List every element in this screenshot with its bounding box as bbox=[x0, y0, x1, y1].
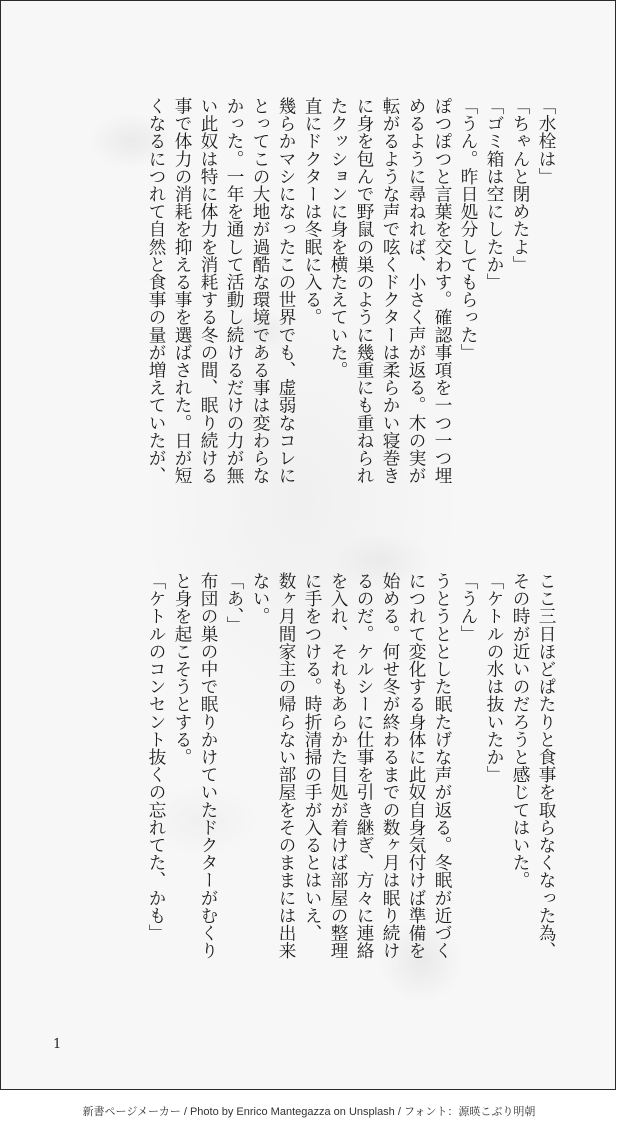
text-line: 布団の巣の中で眠りかけていたドクターがむくり bbox=[198, 572, 218, 960]
text-line: と身を起こそうとする。 bbox=[172, 572, 192, 766]
text-line: たクッションに身を横たえていた。 bbox=[328, 97, 348, 379]
text-line: 「うん」 bbox=[458, 572, 478, 643]
text-line: に手をつける。時折清掃の手が入るとはいえ、 bbox=[302, 572, 322, 942]
text-line: かった。一年を通して活動し続けるだけの力が無 bbox=[224, 97, 244, 485]
text-line: るのだ。ケルシーに仕事を引き継ぎ、方々に連絡 bbox=[354, 572, 374, 960]
credit-line: 新書ページメーカー / Photo by Enrico Mantegazza on Unsplash / フォント：源暎こぶり明朝 bbox=[82, 1106, 536, 1118]
text-line: くなるにつれて自然と食事の量が増えていたが、 bbox=[146, 97, 166, 485]
text-line: 「ゴミ箱は空にしたか」 bbox=[484, 97, 504, 291]
text-line: とってこの大地が過酷な環境である事は変わらな bbox=[250, 97, 270, 485]
text-line: 転がるような声で呟くドクターは柔らかい寝巻き bbox=[380, 97, 400, 485]
text-line: につれて変化する身体に此奴自身気付けば準備を bbox=[406, 572, 426, 960]
text-line: 「ちゃんと閉めたよ」 bbox=[510, 97, 530, 273]
text-line: 直にドクターは冬眠に入る。 bbox=[302, 97, 322, 326]
text-line: ぽつぽつと言葉を交わす。確認事項を一つ一つ埋 bbox=[432, 97, 452, 485]
text-line: い此奴は特に体力を消耗する冬の間、眠り続ける bbox=[198, 97, 218, 485]
text-line: ここ三日ほどぱたりと食事を取らなくなった為、 bbox=[536, 572, 556, 960]
page-number: 1 bbox=[53, 1037, 62, 1052]
text-line: うとうととした眠たげな声が返る。冬眠が近づく bbox=[432, 572, 452, 960]
text-line: 「あ、」 bbox=[224, 572, 244, 634]
text-line: 「ケトルの水は抜いたか」 bbox=[484, 572, 504, 784]
text-line: 「ケトルのコンセント抜くの忘れてた、かも」 bbox=[146, 572, 166, 942]
text-line: 「うん。昨日処分してもらった」 bbox=[458, 97, 478, 361]
text-line: に身を包んで野鼠の巣のように幾重にも重ねられ bbox=[354, 97, 374, 485]
text-line: ない。 bbox=[250, 572, 270, 625]
text-line: めるように尋ねれば、小さく声が返る。木の実が bbox=[406, 97, 426, 485]
text-line: 数ヶ月間家主の帰らない部屋をそのままには出来 bbox=[276, 572, 296, 960]
text-line: 始める。何せ冬が終わるまでの数ヶ月は眠り続け bbox=[380, 572, 400, 960]
text-line: 幾らかマシになったこの世界でも、虚弱なコレに bbox=[276, 97, 296, 485]
text-line: その時が近いのだろうと感じてはいた。 bbox=[510, 572, 530, 889]
text-line: 事で体力の消耗を抑える事を選ばされた。日が短 bbox=[172, 97, 192, 485]
text-line: を入れ、それもあらかた目処が着けば部屋の整理 bbox=[328, 572, 348, 960]
text-line: 「水栓は」 bbox=[536, 97, 556, 185]
upper-text-block bbox=[143, 97, 559, 484]
lower-text-block bbox=[143, 572, 559, 959]
